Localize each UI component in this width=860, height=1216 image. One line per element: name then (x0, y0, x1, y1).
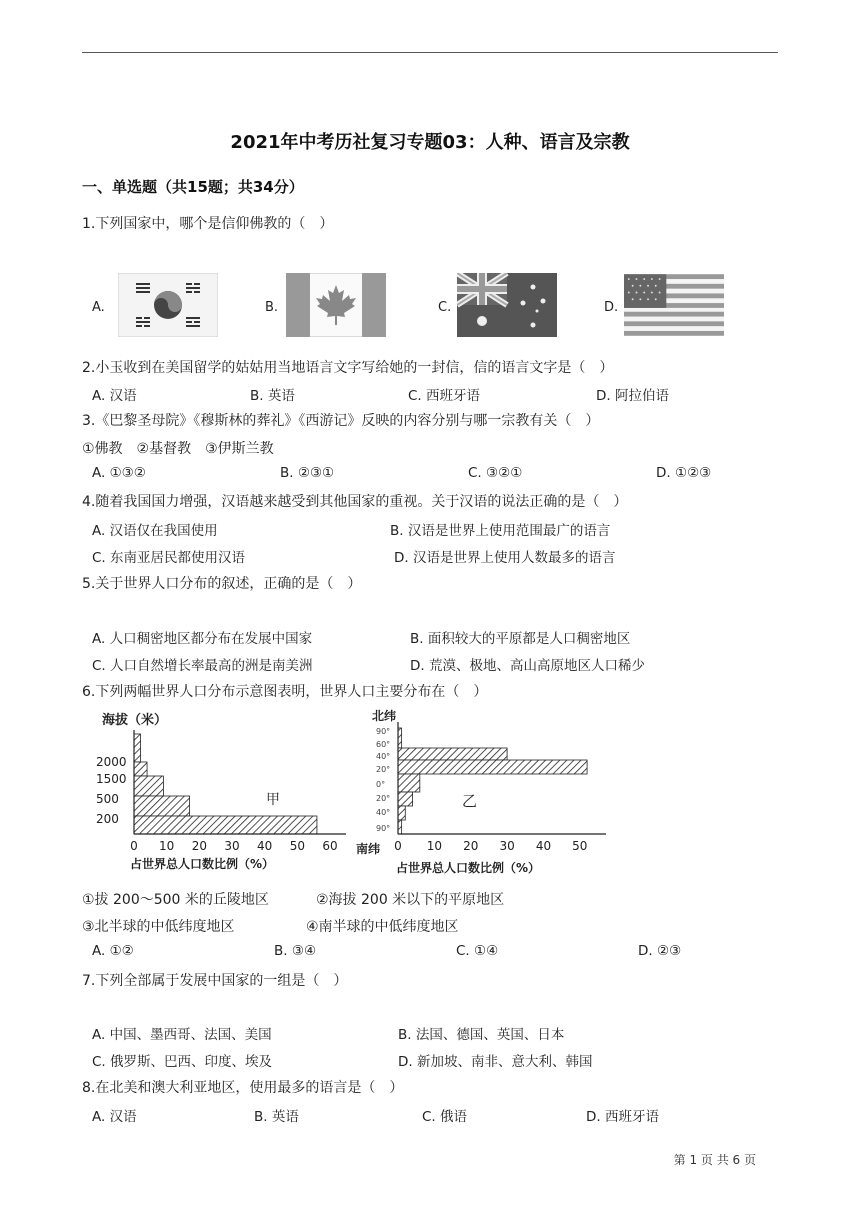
chart-yi (356, 708, 606, 875)
q1-option-d-label[interactable]: D. (604, 300, 619, 315)
chart-yi-xtick: 50 (572, 839, 588, 853)
population-distribution-charts (90, 706, 610, 886)
q8-stem: 8.在北美和澳大利亚地区，使用最多的语言是（ ） (82, 1080, 404, 1096)
q7-stem: 7.下列全部属于发展中国家的一组是（ ） (82, 973, 348, 989)
q6-option-a[interactable]: A. ①② (92, 943, 134, 959)
q1-stem: 1.下列国家中，哪个是信仰佛教的（ ） (82, 216, 334, 232)
q1-option-c-label[interactable]: C. (438, 300, 452, 315)
q5-option-b[interactable]: B. 面积较大的平原都是人口稠密地区 (410, 631, 631, 647)
q2-option-c[interactable]: C. 西班牙语 (408, 388, 481, 404)
q6-option-d[interactable]: D. ②③ (638, 943, 682, 959)
chart-yi-xlabel: 占世界总人口数比例（%） (396, 861, 541, 875)
q7-option-a[interactable]: A. 中国、墨西哥、法国、美国 (92, 1027, 272, 1043)
chart-jia-ytick: 500 (96, 792, 119, 806)
q5-stem: 5.关于世界人口分布的叙述，正确的是（ ） (82, 576, 362, 592)
chart-jia-xtick: 0 (130, 839, 138, 853)
chart-yi-bar (398, 774, 420, 792)
canada-flag-icon (286, 273, 386, 337)
chart-yi-ytick: 90° (376, 824, 391, 833)
q1-option-a-label[interactable]: A. (92, 300, 105, 315)
korea-flag-icon (118, 273, 218, 337)
chart-yi-xtick: 40 (535, 839, 552, 853)
header-rule (82, 52, 778, 53)
q4-stem: 4.随着我国国力增强，汉语越来越受到其他国家的重视。关于汉语的说法正确的是（ ） (82, 494, 628, 510)
chart-jia-bar (134, 816, 317, 834)
chart-jia-ytick: 200 (96, 812, 119, 826)
q6-option-b[interactable]: B. ③④ (274, 943, 317, 959)
chart-yi-name: 乙 (462, 792, 478, 810)
q4-option-c[interactable]: C. 东南亚居民都使用汉语 (92, 550, 246, 566)
q5-option-a[interactable]: A. 人口稠密地区都分布在发展中国家 (92, 631, 313, 647)
chart-jia-bar (134, 734, 141, 762)
chart-yi-ytick: 40° (376, 752, 391, 761)
chart-yi-ytick: 60° (376, 740, 391, 749)
chart-jia-name: 甲 (266, 792, 280, 808)
q7-option-c[interactable]: C. 俄罗斯、巴西、印度、埃及 (92, 1054, 273, 1070)
chart-yi-bar (398, 760, 587, 774)
q6-stem: 6.下列两幅世界人口分布示意图表明，世界人口主要分布在（ ） (82, 684, 488, 700)
q2-stem: 2.小玉收到在美国留学的姑姑用当地语言文字写给她的一封信，信的语言文字是（ ） (82, 360, 614, 376)
chart-jia-xtick: 50 (289, 839, 305, 853)
chart-jia-xtick: 30 (224, 839, 240, 853)
chart-jia-bar (134, 762, 147, 776)
q5-option-d[interactable]: D. 荒漠、极地、高山高原地区人口稀少 (410, 658, 645, 674)
page-title: 2021年中考历社复习专题03：人种、语言及宗教 (230, 132, 630, 153)
q2-option-a[interactable]: A. 汉语 (92, 388, 137, 404)
q4-option-b[interactable]: B. 汉语是世界上使用范围最广的语言 (390, 523, 611, 539)
q3-option-a[interactable]: A. ①③② (92, 465, 146, 481)
q2-option-d[interactable]: D. 阿拉伯语 (596, 388, 669, 404)
chart-yi-ylabel-top: 北纬 (372, 709, 397, 723)
chart-yi-xtick: 10 (426, 839, 443, 853)
chart-jia-xlabel: 占世界总人口数比例（%） (130, 857, 275, 871)
q5-option-c[interactable]: C. 人口自然增长率最高的洲是南美洲 (92, 658, 313, 674)
q6-option-c[interactable]: C. ①④ (456, 943, 499, 959)
chart-jia-bar (134, 796, 190, 816)
q4-option-d[interactable]: D. 汉语是世界上使用人数最多的语言 (394, 550, 616, 566)
q1-option-b-label[interactable]: B. (265, 300, 279, 315)
chart-jia (96, 712, 346, 871)
chart-yi-xtick: 20 (463, 839, 479, 853)
chart-yi-ylabel-bottom: 南纬 (356, 842, 381, 856)
chart-yi-ytick: 20° (376, 794, 391, 803)
chart-yi-ytick: 0° (376, 780, 386, 789)
usa-flag-icon (624, 273, 724, 337)
chart-jia-ytick: 1500 (96, 772, 127, 786)
q8-option-a[interactable]: A. 汉语 (92, 1109, 137, 1125)
q3-option-d[interactable]: D. ①②③ (656, 465, 712, 481)
chart-yi-bar (398, 806, 405, 820)
q7-option-b[interactable]: B. 法国、德国、英国、日本 (398, 1027, 565, 1043)
chart-yi-xtick: 30 (499, 839, 515, 853)
chart-yi-ytick: 40° (376, 808, 391, 817)
chart-yi-ytick: 90° (376, 727, 391, 736)
page-footer: 第 1 页 共 6 页 (673, 1153, 756, 1167)
chart-yi-xtick: 0 (394, 839, 402, 853)
chart-yi-bar (398, 748, 507, 760)
q3-option-b[interactable]: B. ②③① (280, 465, 335, 481)
q2-option-b[interactable]: B. 英语 (250, 388, 295, 404)
q3-items: ①佛教 ②基督教 ③伊斯兰教 (82, 441, 274, 457)
chart-jia-xtick: 60 (322, 839, 338, 853)
australia-flag-icon (457, 273, 557, 337)
q6-item-3: ③北半球的中低纬度地区 (82, 919, 235, 935)
q3-option-c[interactable]: C. ③②① (468, 465, 523, 481)
q4-option-a[interactable]: A. 汉语仅在我国使用 (92, 523, 218, 539)
q7-option-d[interactable]: D. 新加坡、南非、意大利、韩国 (398, 1054, 593, 1070)
chart-jia-bar (134, 776, 163, 796)
q8-option-b[interactable]: B. 英语 (254, 1109, 299, 1125)
q6-item-2: ②海拔 200 米以下的平原地区 (316, 892, 505, 908)
chart-jia-ytick: 2000 (96, 755, 127, 769)
chart-jia-ylabel: 海拔（米） (102, 713, 168, 728)
q6-item-4: ④南半球的中低纬度地区 (306, 919, 459, 935)
q6-item-1: ①拔 200～500 米的丘陵地区 (82, 892, 269, 908)
chart-yi-ytick: 20° (376, 765, 391, 774)
chart-jia-xtick: 20 (191, 839, 207, 853)
section-heading: 一、单选题（共15题；共34分） (82, 178, 304, 196)
chart-yi-bar (398, 792, 413, 806)
chart-jia-xtick: 10 (159, 839, 175, 853)
q8-option-c[interactable]: C. 俄语 (422, 1109, 468, 1125)
q3-stem: 3.《巴黎圣母院》《穆斯林的葬礼》《西游记》反映的内容分别与哪一宗教有关（ ） (82, 413, 600, 429)
chart-jia-xtick: 40 (257, 839, 273, 853)
q8-option-d[interactable]: D. 西班牙语 (586, 1109, 659, 1125)
